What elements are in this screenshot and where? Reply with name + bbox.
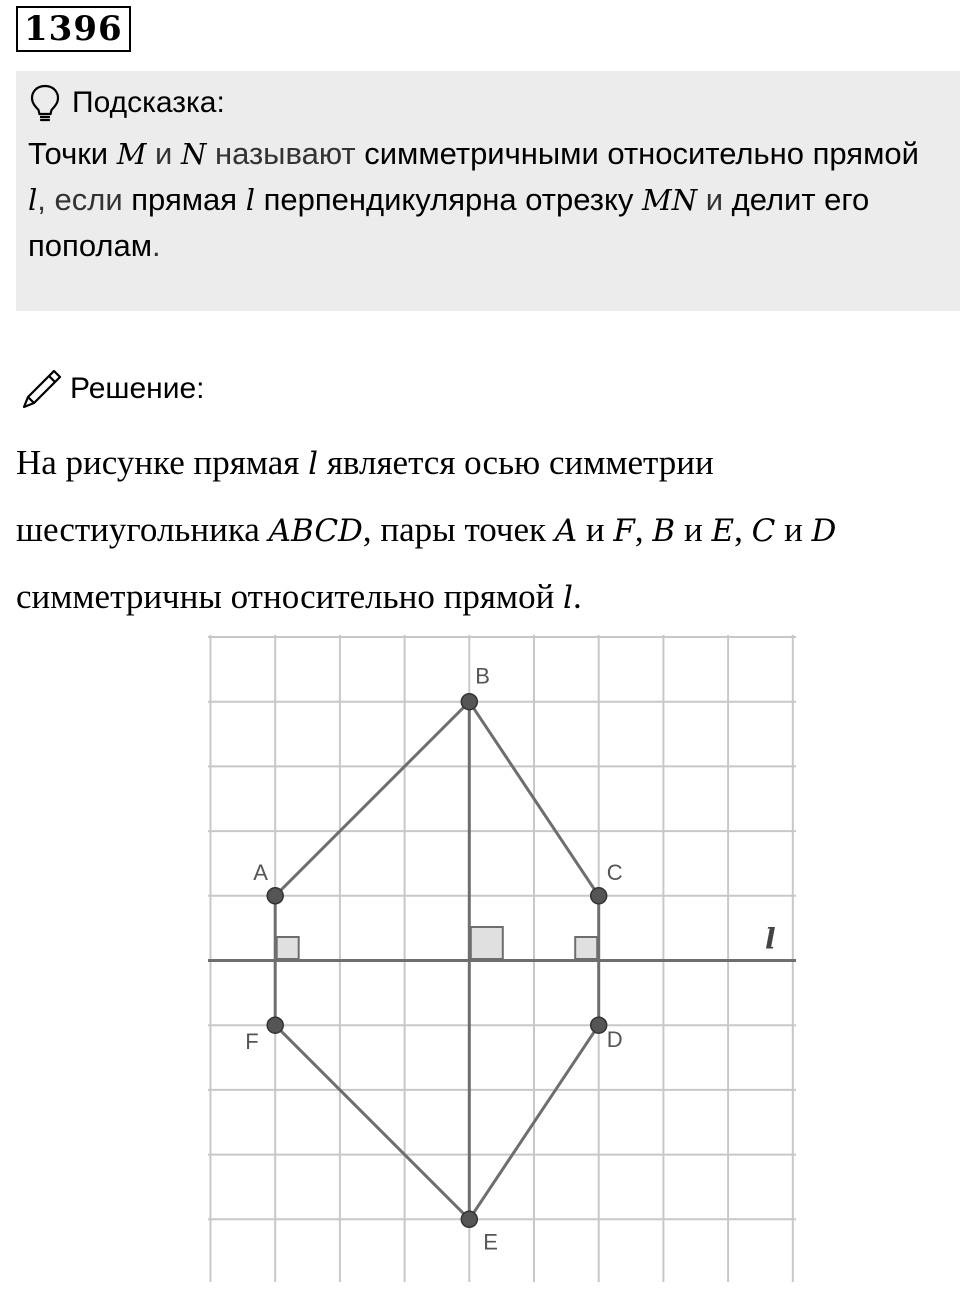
geometry-figure-svg	[200, 630, 800, 1290]
solution-var-d: D	[811, 513, 837, 549]
hint-text-bold: делит его пополам	[28, 182, 870, 263]
point-f	[267, 1017, 283, 1033]
solution-var-a: A	[554, 513, 578, 549]
solution-var-e: E	[711, 513, 735, 549]
solution-text-part: ,	[634, 510, 653, 549]
solution-var-abcd: ABCD	[268, 513, 363, 549]
point-d	[591, 1017, 607, 1033]
pencil-icon	[20, 367, 64, 411]
solution-var-b: B	[652, 513, 676, 549]
hint-text-part: называют	[206, 136, 365, 171]
point-label-b: B	[475, 663, 490, 689]
solution-text	[16, 430, 946, 631]
right-angle-mark	[277, 937, 299, 959]
line-label-l: l	[765, 922, 776, 956]
hint-text-part: и	[146, 136, 181, 171]
hint-var-m: M	[116, 137, 147, 171]
right-angle-mark	[471, 927, 503, 959]
hint-var-l: l	[28, 183, 38, 217]
hint-text-part: , если	[37, 182, 132, 217]
segment-ab	[275, 702, 469, 896]
point-c	[591, 888, 607, 904]
solution-header	[20, 364, 204, 414]
point-b	[461, 694, 477, 710]
hint-var-mn: MN	[642, 183, 698, 217]
right-angle-mark	[575, 937, 597, 959]
hint-text-bold: перпендикулярна отрезку	[254, 182, 643, 217]
hint-text	[28, 131, 938, 269]
solution-text-part: .	[572, 577, 582, 616]
geometry-figure	[200, 630, 800, 1290]
solution-text-part: и	[775, 510, 812, 549]
point-label-f: F	[245, 1029, 259, 1055]
solution-text-part: На рисунке прямая	[16, 443, 309, 482]
point-label-d: D	[606, 1027, 623, 1053]
hint-text-part: .	[152, 228, 161, 263]
point-a	[267, 888, 283, 904]
point-label-a: A	[253, 859, 268, 885]
point-label-c: C	[606, 859, 623, 885]
lightbulb-icon	[28, 83, 62, 123]
hint-text-bold: прямая	[131, 182, 246, 217]
hint-box	[16, 71, 960, 311]
solution-var-l: l	[563, 580, 573, 616]
solution-var-c: C	[751, 513, 776, 549]
solution-text-part: , пары точек	[362, 510, 555, 549]
hint-var-l: l	[245, 183, 255, 217]
solution-text-part: и	[577, 510, 614, 549]
solution-text-part: симметричны относительно прямой	[16, 577, 564, 616]
segment-ef	[275, 1025, 469, 1219]
point-label-e: E	[483, 1229, 498, 1255]
solution-var-l: l	[308, 446, 319, 482]
solution-text-part: ,	[734, 510, 752, 549]
hint-header	[28, 81, 225, 125]
hint-var-n: N	[180, 137, 207, 171]
hint-text-part: и	[697, 182, 732, 217]
task-number: 1396	[16, 6, 131, 52]
solution-title: Решение:	[70, 372, 205, 405]
hint-text-bold: симметричными относительно прямой	[364, 136, 919, 171]
hint-title: Подсказка:	[72, 86, 225, 119]
point-e	[461, 1211, 477, 1227]
solution-text-part: является осью симметрии шестиугольника	[16, 443, 714, 549]
solution-text-part: и	[675, 510, 712, 549]
hint-text-part: Точки	[28, 136, 117, 171]
solution-var-f: F	[613, 513, 635, 549]
